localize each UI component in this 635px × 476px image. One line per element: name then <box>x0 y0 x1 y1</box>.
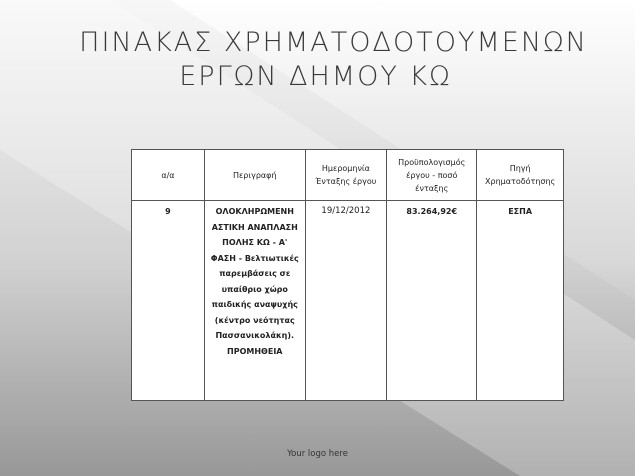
header-description: Περιγραφή <box>204 150 305 201</box>
header-budget: Προϋπολογισμός έργου - ποσό ένταξης <box>387 150 477 201</box>
slide-title-line-1: ΠΙΝΑΚΑΣ ΧΡΗΜΑΤΟΔΟΤΟΥΜΕΝΩΝ <box>79 27 588 58</box>
cell-budget: 83.264,92€ <box>387 201 477 401</box>
cell-aa: 9 <box>132 201 205 401</box>
header-date: Ημερομηνία Ένταξης έργου <box>305 150 387 201</box>
slide-title-line-2: ΕΡΓΩΝ ΔΗΜΟΥ ΚΩ <box>179 61 452 92</box>
header-aa: α/α <box>132 150 205 201</box>
projects-table <box>131 149 564 401</box>
table-row <box>132 201 564 401</box>
footer-logo-text: Your logo here <box>287 449 348 459</box>
table-header-row <box>132 150 564 201</box>
header-source: Πηγή Χρηματοδότησης <box>477 150 564 201</box>
cell-description: ΟΛΟΚΛΗΡΩΜΕΝΗ ΑΣΤΙΚΗ ΑΝΑΠΛΑΣΗ ΠΟΛΗΣ ΚΩ - Α' ΦΑΣΗ - Βελτιωτικές παρεμβάσεις σε υπαίθριο χώρο παιδικής αναψυχής (κέντρο νεότητας Πασσανικολάκη). ΠΡΟΜΗΘΕΙΑ <box>204 201 305 401</box>
cell-date: 19/12/2012 <box>305 201 387 401</box>
cell-source: ΕΣΠΑ <box>477 201 564 401</box>
